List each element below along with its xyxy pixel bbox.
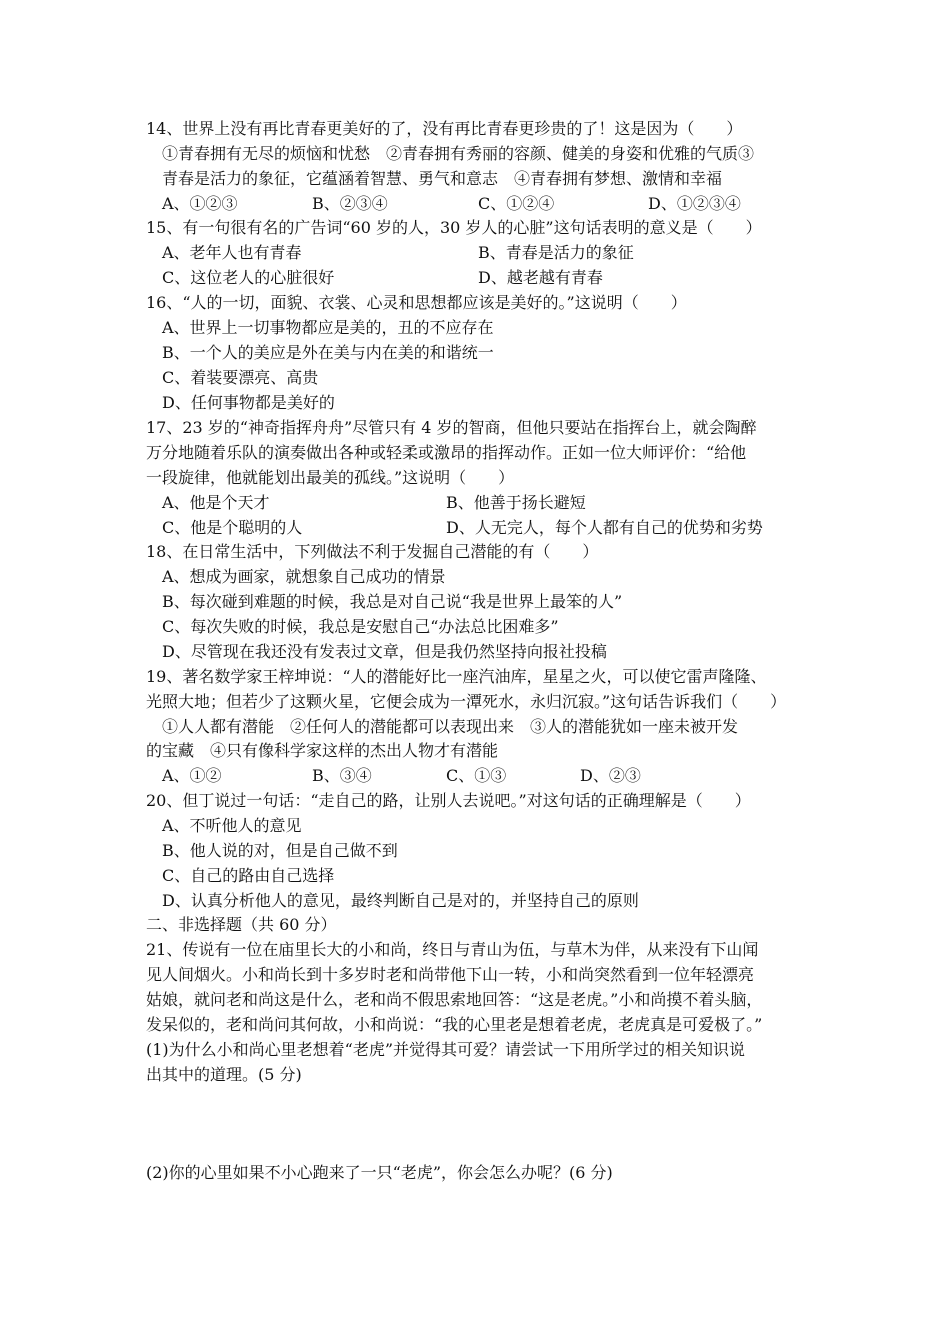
question-16-option-c: C、着装要漂亮、高贵 [162,368,319,387]
question-16-stem: 16、“人的一切，面貌、衣裳、心灵和思想都应该是美好的。”这说明（ ） [146,293,687,312]
question-20-option-a: A、不听他人的意见 [162,816,302,835]
question-20-stem: 20、但丁说过一句话：“走自己的路，让别人去说吧。”对这句话的正确理解是（ ） [146,791,751,810]
question-21-sub2: (2)你的心里如果不小心跑来了一只“老虎”，你会怎么办呢？(6 分) [146,1163,613,1182]
question-14-option-d: D、①②③④ [648,194,741,213]
question-21-passage-3: 姑娘，就问老和尚这是什么，老和尚不假思索地回答：“这是老虎。”小和尚摸不着头脑， [146,990,763,1009]
question-15-option-d: D、越老越有青春 [478,268,603,287]
question-20-option-c: C、自己的路由自己选择 [162,866,335,885]
question-19-stem-1: 19、著名数学家王梓坤说：“人的潜能好比一座汽油库，星星之火，可以使它雷声隆隆、 [146,667,767,686]
question-17-stem-2: 万分地随着乐队的演奏做出各种或轻柔或激昂的指挥动作。正如一位大师评价：“给他 [146,443,747,462]
question-17-option-c: C、他是个聪明的人 [162,518,303,537]
question-19-option-b: B、③④ [312,766,372,785]
question-16-option-b: B、一个人的美应是外在美与内在美的和谐统一 [162,343,494,362]
question-15-option-a: A、老年人也有青春 [162,243,302,262]
question-14-option-a: A、①②③ [162,194,238,213]
question-16-option-d: D、任何事物都是美好的 [162,393,335,412]
question-17-stem-1: 17、23 岁的“神奇指挥舟舟”尽管只有 4 岁的智商，但他只要站在指挥台上，就会陶醉 [146,418,757,437]
question-14-stem: 14、世界上没有再比青春更美好的了，没有再比青春更珍贵的了！这是因为（ ） [146,119,743,138]
question-14-option-c: C、①②④ [478,194,555,213]
question-18-option-d: D、尽管现在我还没有发表过文章，但是我仍然坚持向报社投稿 [162,642,607,661]
question-15-option-c: C、这位老人的心脏很好 [162,268,335,287]
question-17-stem-3: 一段旋律，他就能划出最美的孤线。”这说明（ ） [146,468,515,487]
question-17-option-d: D、人无完人，每个人都有自己的优势和劣势 [446,518,763,537]
question-18-option-c: C、每次失败的时候，我总是安慰自己“办法总比困难多” [162,617,559,636]
question-15-option-b: B、青春是活力的象征 [478,243,634,262]
question-19-statements-1: ①人人都有潜能 ②任何人的潜能都可以表现出来 ③人的潜能犹如一座未被开发 [162,717,739,736]
question-14-option-b: B、②③④ [312,194,388,213]
question-14-statements-2: 青春是活力的象征，它蕴涵着智慧、勇气和意志 ④青春拥有梦想、激情和幸福 [162,169,723,188]
question-16-option-a: A、世界上一切事物都应是美的，丑的不应存在 [162,318,494,337]
question-21-sub1-line2: 出其中的道理。(5 分) [146,1065,302,1084]
question-17-option-b: B、他善于扬长避短 [446,493,586,512]
question-21-passage-4: 发呆似的，老和尚问其何故，小和尚说：“我的心里老是想着老虎，老虎真是可爱极了。” [146,1015,763,1034]
question-19-statements-2: 的宝藏 ④只有像科学家这样的杰出人物才有潜能 [146,741,499,760]
question-19-option-c: C、①③ [446,766,507,785]
question-18-stem: 18、在日常生活中，下列做法不利于发掘自己潜能的有（ ） [146,542,599,561]
question-20-option-d: D、认真分析他人的意见，最终判断自己是对的，并坚持自己的原则 [162,891,639,910]
question-21-passage-1: 21、传说有一位在庙里长大的小和尚，终日与青山为伍，与草木为伴，从来没有下山闻 [146,940,759,959]
question-14-statements-1: ①青春拥有无尽的烦恼和忧愁 ②青春拥有秀丽的容颜、健美的身姿和优雅的气质③ [162,144,755,163]
question-20-option-b: B、他人说的对，但是自己做不到 [162,841,398,860]
question-19-option-d: D、②③ [580,766,641,785]
question-17-option-a: A、他是个天才 [162,493,270,512]
question-21-sub1-line1: (1)为什么小和尚心里老想着“老虎”并觉得其可爱？请尝试一下用所学过的相关知识说 [146,1040,746,1059]
question-18-option-b: B、每次碰到难题的时候，我总是对自己说“我是世界上最笨的人” [162,592,623,611]
question-21-passage-2: 见人间烟火。小和尚长到十多岁时老和尚带他下山一转，小和尚突然看到一位年轻漂亮 [146,965,755,984]
question-19-stem-2: 光照大地；但若少了这颗火星，它便会成为一潭死水，永归沉寂。”这句话告诉我们（ ） [146,692,787,711]
section-heading: 二、非选择题（共 60 分） [146,915,337,934]
question-15-stem: 15、有一句很有名的广告词“60 岁的人，30 岁人的心脏”这句话表明的意义是（ ） [146,218,762,237]
question-18-option-a: A、想成为画家，就想象自己成功的情景 [162,567,446,586]
question-19-option-a: A、①② [162,766,222,785]
